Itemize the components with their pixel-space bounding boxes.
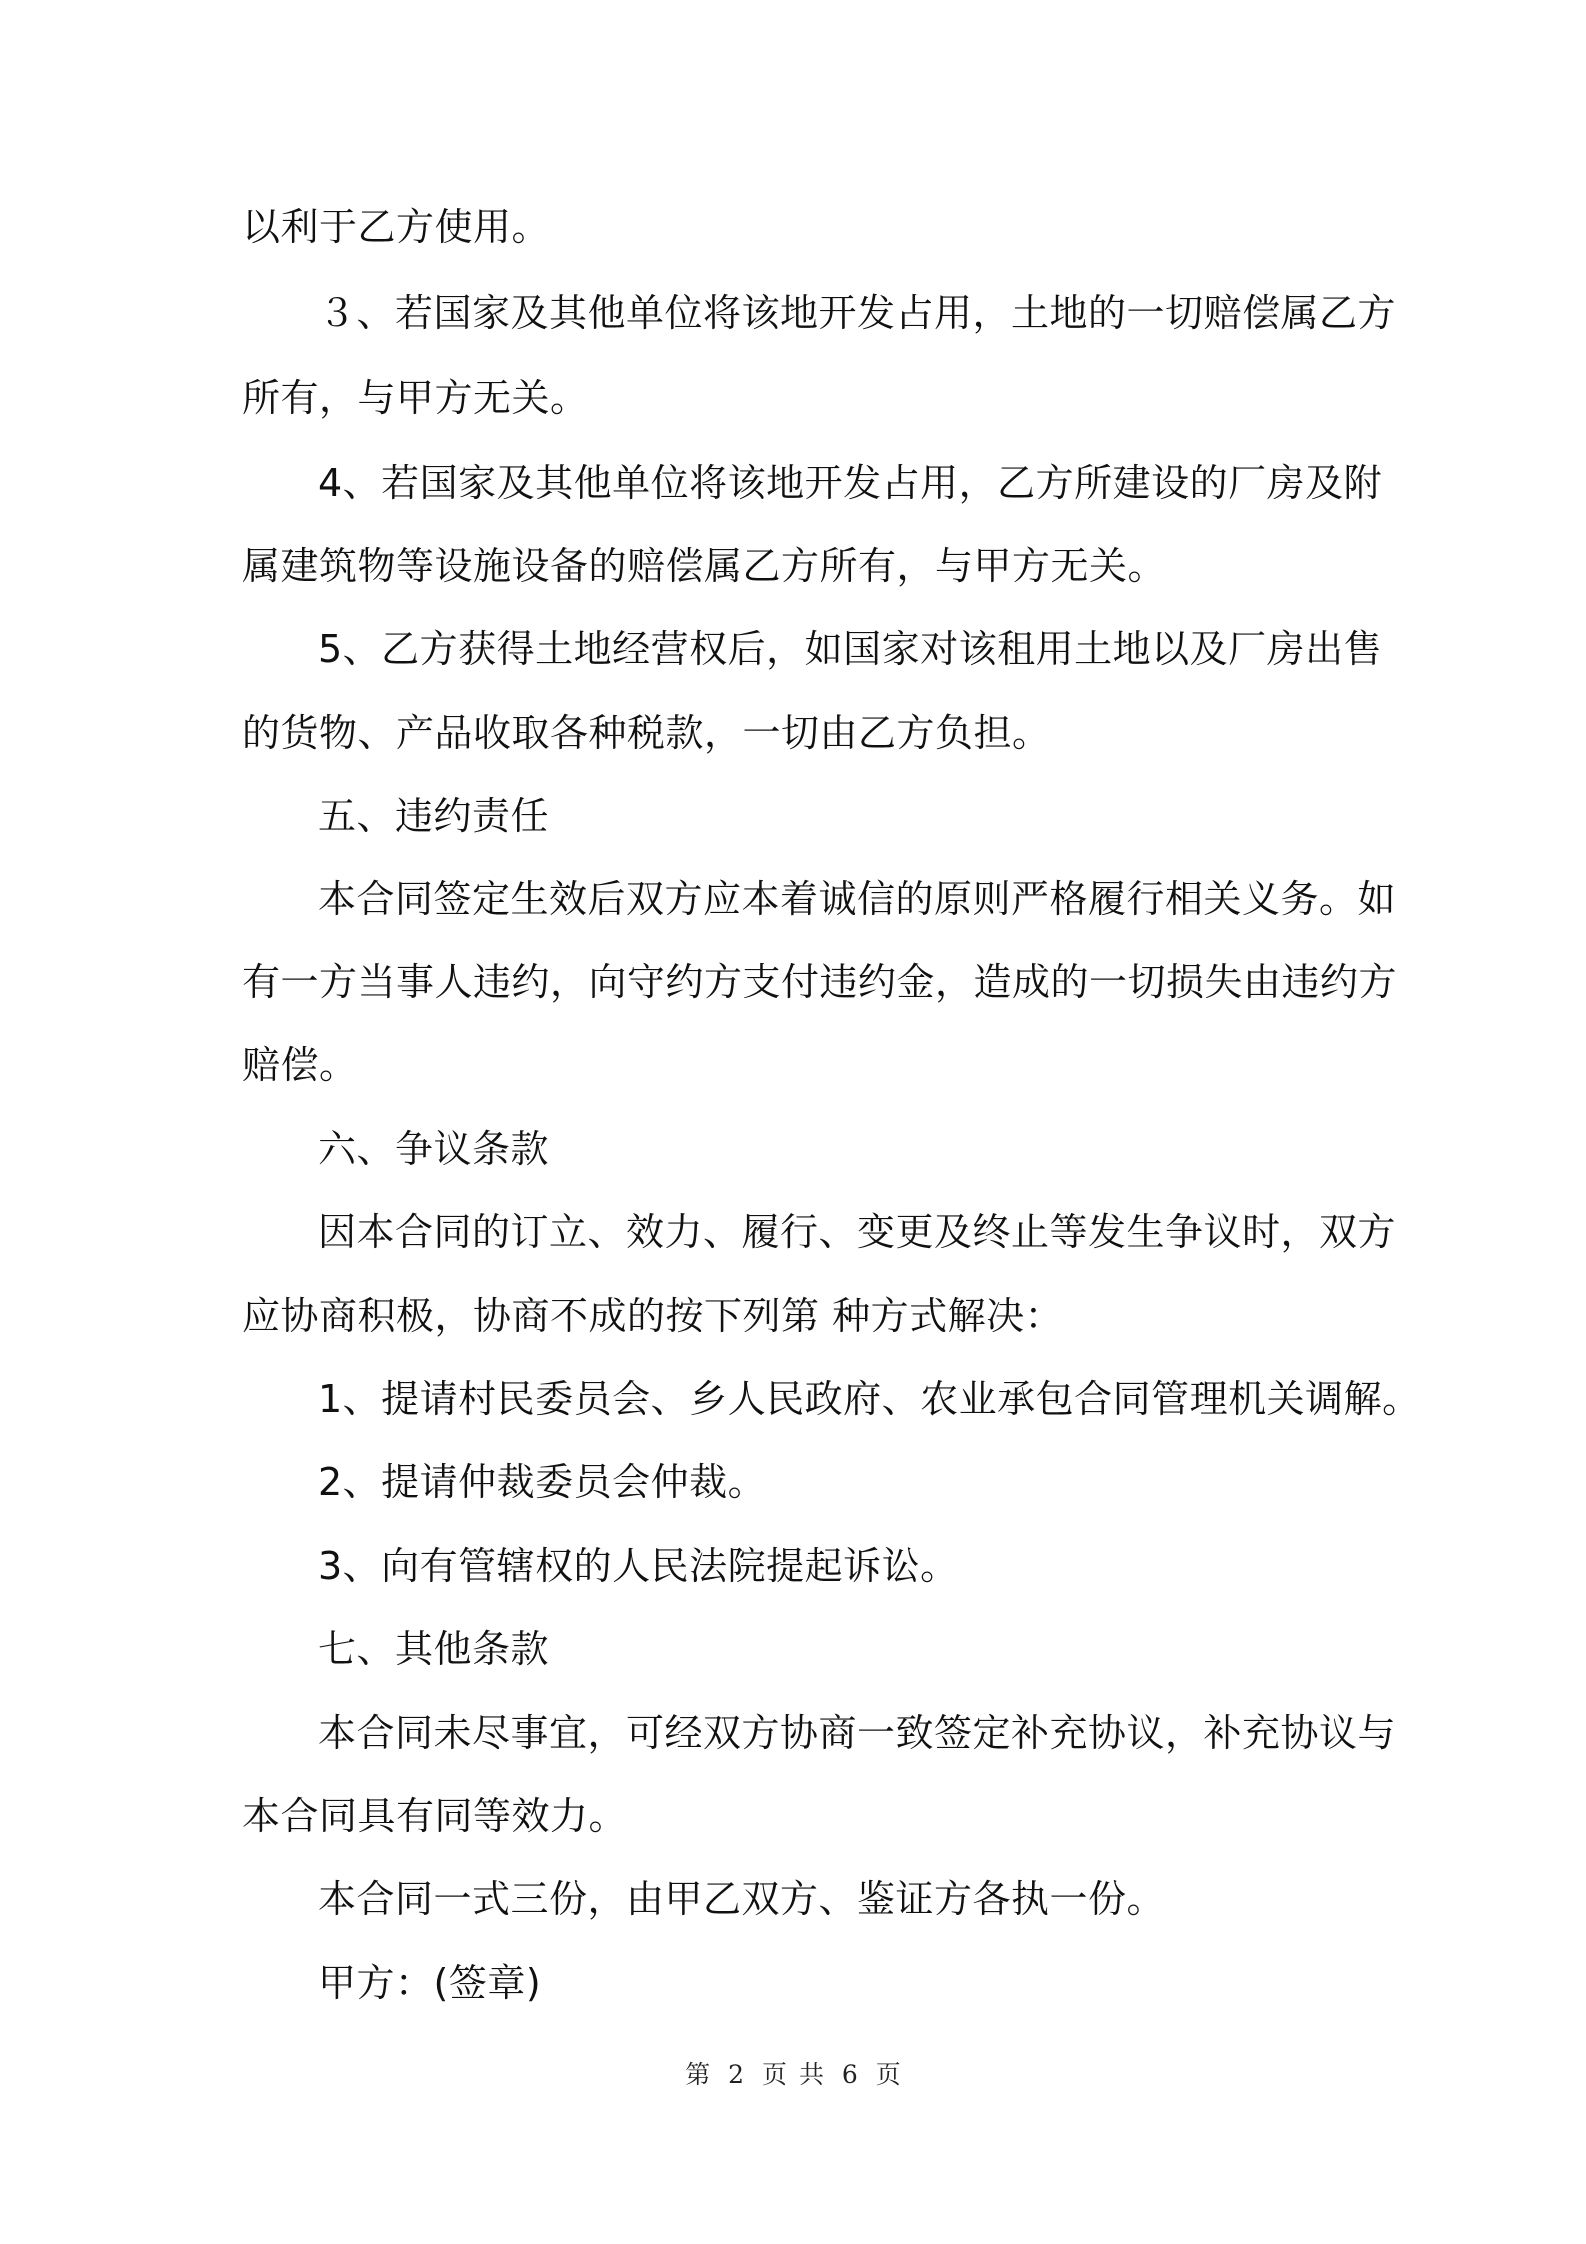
text-line-4: 4、若国家及其他单位将该地开发占用，乙方所建设的厂房及附 — [318, 461, 1383, 505]
text-line-16: 2、提请仲裁委员会仲裁。 — [318, 1460, 767, 1504]
text-line-5: 属建筑物等设施设备的赔偿属乙方所有，与甲方无关。 — [242, 544, 1167, 588]
signature-line-party-a: 甲方：(签章) — [318, 1961, 542, 2005]
page-footer — [0, 2058, 1586, 2092]
text-line-14: 应协商积极，协商不成的按下列第 种方式解决： — [242, 1294, 1064, 1338]
text-line-10: 有一方当事人违约，向守约方支付违约金，造成的一切损失由违约方 — [242, 960, 1398, 1004]
text-line-21: 本合同一式三份，由甲乙双方、鉴证方各执一份。 — [318, 1877, 1166, 1921]
section-heading-6: 六、争议条款 — [318, 1127, 550, 1171]
footer-label-mid: 页 共 — [762, 2060, 824, 2089]
footer-total-pages: 6 — [841, 2060, 858, 2089]
text-line-2: ３、若国家及其他单位将该地开发占用，土地的一切赔偿属乙方 — [318, 291, 1397, 335]
text-line-6: 5、乙方获得土地经营权后，如国家对该租用土地以及厂房出售 — [318, 627, 1383, 671]
text-line-13: 因本合同的订立、效力、履行、变更及终止等发生争议时，双方 — [318, 1210, 1397, 1254]
footer-label-before: 第 — [685, 2060, 711, 2089]
section-heading-7: 七、其他条款 — [318, 1627, 550, 1671]
text-line-9: 本合同签定生效后双方应本着诚信的原则严格履行相关义务。如 — [318, 877, 1397, 921]
text-line-20: 本合同具有同等效力。 — [242, 1794, 628, 1838]
text-line-15: 1、提请村民委员会、乡人民政府、农业承包合同管理机关调解。 — [318, 1377, 1421, 1421]
text-line-7: 的货物、产品收取各种税款，一切由乙方负担。 — [242, 711, 1051, 755]
text-line-1: 以利于乙方使用。 — [242, 205, 551, 249]
text-line-3: 所有，与甲方无关。 — [242, 376, 589, 420]
footer-label-after: 页 — [875, 2060, 901, 2089]
footer-current-page: 2 — [728, 2060, 745, 2089]
text-line-11: 赔偿。 — [242, 1043, 358, 1087]
section-heading-5: 五、违约责任 — [318, 794, 550, 838]
text-line-17: 3、向有管辖权的人民法院提起诉讼。 — [318, 1544, 959, 1588]
text-line-19: 本合同未尽事宜，可经双方协商一致签定补充协议，补充协议与 — [318, 1711, 1397, 1755]
